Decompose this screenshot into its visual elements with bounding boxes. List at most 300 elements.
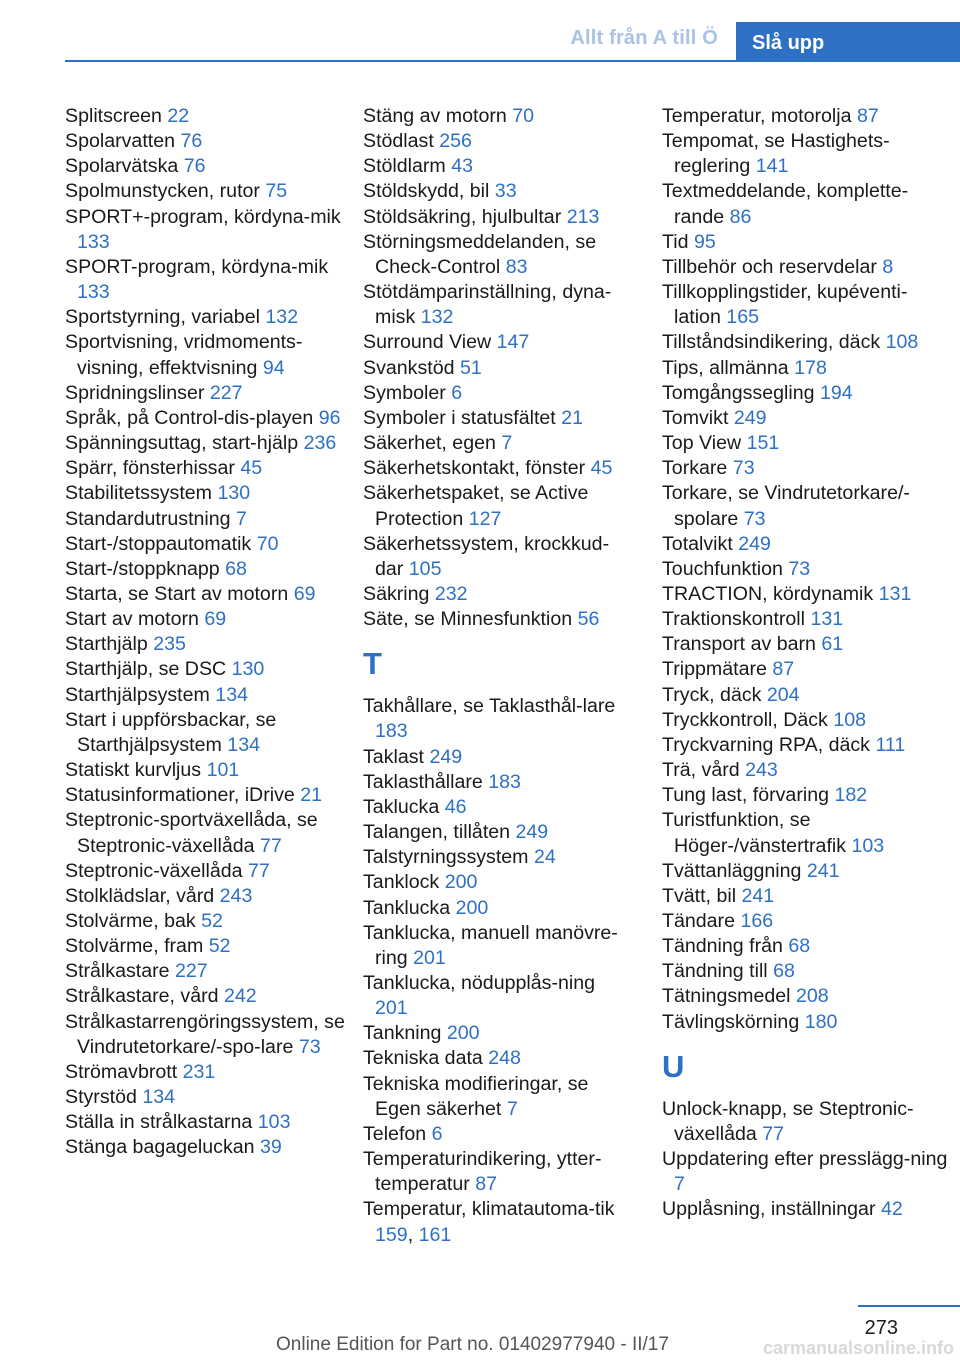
page-link[interactable]: 243 xyxy=(745,759,778,782)
page-link[interactable]: 159 xyxy=(375,1223,408,1246)
index-entry xyxy=(65,859,355,884)
page-link[interactable]: 46 xyxy=(444,795,467,818)
index-entry xyxy=(363,694,631,744)
index-entry xyxy=(363,1021,631,1046)
index-entry xyxy=(662,179,952,229)
index-term: Spärr, fönsterhissar xyxy=(65,457,235,480)
page-link[interactable]: 68 xyxy=(225,557,247,580)
index-entry xyxy=(363,745,631,770)
index-term: Tändning från xyxy=(662,935,783,958)
page-link[interactable]: 73 xyxy=(788,557,811,580)
index-term: Stänga bagageluckan xyxy=(65,1136,255,1159)
index-term: Start av motorn xyxy=(65,608,199,631)
page-link[interactable]: 76 xyxy=(180,130,203,153)
page-link[interactable]: 208 xyxy=(795,985,829,1008)
index-term: Totalvikt xyxy=(662,532,733,555)
index-term: Takhållare, se Taklasthål-lare xyxy=(363,695,616,718)
page-link[interactable]: 131 xyxy=(878,582,912,605)
index-term: Temperaturindikering, ytter-temperatur xyxy=(363,1148,602,1196)
index-term: Svankstöd xyxy=(363,356,455,379)
index-term: Språk, på Control-dis-playen xyxy=(65,406,314,429)
page-link[interactable]: 51 xyxy=(459,356,482,379)
index-term: Uppdatering efter presslägg-ning xyxy=(662,1148,948,1171)
page-link[interactable]: 7 xyxy=(506,1097,518,1120)
page-link[interactable]: 256 xyxy=(439,130,472,153)
index-entry xyxy=(662,280,952,330)
page-link[interactable]: 56 xyxy=(577,608,600,631)
index-term: Tekniska data xyxy=(363,1047,483,1070)
section-title: Allt från A till Ö xyxy=(570,27,718,49)
index-term: Starthjälp, se DSC xyxy=(65,658,227,681)
index-term: Säte, se Minnesfunktion xyxy=(363,608,573,631)
index-entry xyxy=(662,783,952,808)
index-term: Tryckkontroll, Däck xyxy=(662,708,828,731)
index-term: Säkerhet, egen xyxy=(363,432,496,455)
page-link[interactable]: 147 xyxy=(496,331,530,354)
index-entry xyxy=(65,1135,355,1160)
index-entry xyxy=(662,557,952,582)
index-term: Touchfunktion xyxy=(662,557,783,580)
index-column-2 xyxy=(363,104,631,1248)
index-entry xyxy=(363,129,631,154)
index-entry xyxy=(662,532,952,557)
page-link[interactable]: 76 xyxy=(183,155,206,178)
index-term: Stolvärme, bak xyxy=(65,910,196,932)
index-term: Tändare xyxy=(662,910,735,932)
page-link[interactable]: 201 xyxy=(375,997,408,1020)
index-entry xyxy=(65,808,355,858)
page-link[interactable]: 227 xyxy=(209,381,243,404)
index-term: Styrstöd xyxy=(65,1086,137,1109)
page-link[interactable]: 151 xyxy=(746,432,780,455)
index-entry xyxy=(363,795,631,820)
index-entry xyxy=(65,758,355,783)
index-entry xyxy=(65,783,355,808)
index-term: Talstyrningssystem xyxy=(363,846,529,869)
page-link[interactable]: 249 xyxy=(429,745,463,768)
index-entry xyxy=(363,280,631,330)
page-link[interactable]: 45 xyxy=(240,457,263,480)
index-term: Stolklädslar, vård xyxy=(65,884,215,907)
page-link[interactable]: 52 xyxy=(208,935,231,958)
page-link[interactable]: 69 xyxy=(293,582,316,605)
page-link[interactable]: 77 xyxy=(762,1122,785,1145)
page-link[interactable]: 200 xyxy=(455,896,489,919)
index-term: Steptronic-sportväxellåda, se Steptronic-växellåda xyxy=(65,809,318,857)
page-link[interactable]: 249 xyxy=(733,406,767,429)
index-term: Spolarvatten xyxy=(65,130,176,153)
index-term: Säkerhetskontakt, fönster xyxy=(363,457,586,480)
page-link[interactable]: 200 xyxy=(446,1022,480,1045)
index-term: Unlock-knapp, se Steptronic-växellåda xyxy=(662,1097,914,1145)
index-entry xyxy=(662,1197,952,1222)
index-entry xyxy=(363,481,631,531)
page-link[interactable]: 243 xyxy=(219,884,253,907)
page-link[interactable]: 94 xyxy=(262,356,285,379)
page-link[interactable]: 39 xyxy=(260,1136,282,1159)
index-entry xyxy=(662,607,952,632)
index-entry xyxy=(363,770,631,795)
page-link[interactable]: 134 xyxy=(142,1086,176,1109)
index-entry xyxy=(363,456,631,481)
index-entry xyxy=(662,1147,952,1197)
page-number: 273 xyxy=(864,1317,898,1339)
index-entry xyxy=(662,733,952,758)
page-link[interactable]: 103 xyxy=(257,1111,291,1134)
index-entry xyxy=(363,104,631,129)
page-link[interactable]: 232 xyxy=(434,582,468,605)
index-entry xyxy=(363,971,631,1021)
index-term: Trä, vård xyxy=(662,759,740,782)
page-link[interactable]: 7 xyxy=(501,432,513,455)
index-entry xyxy=(363,820,631,845)
index-term: Statusinformationer, iDrive xyxy=(65,784,295,807)
index-entry xyxy=(363,921,631,971)
index-entry xyxy=(65,154,355,179)
index-term: Tillståndsindikering, däck xyxy=(662,331,881,354)
page-link[interactable]: 235 xyxy=(153,633,186,656)
page-link[interactable]: 242 xyxy=(224,985,257,1008)
page-link[interactable]: 134 xyxy=(215,683,248,706)
index-term: Standardutrustning xyxy=(65,507,231,530)
page-link[interactable]: 101 xyxy=(206,759,240,782)
index-term: Tillkopplingstider, kupéventi-lation xyxy=(662,281,908,329)
index-entry xyxy=(65,330,355,380)
page-link[interactable]: 7 xyxy=(674,1173,685,1196)
index-entry xyxy=(363,607,631,632)
index-entry xyxy=(65,431,355,456)
index-entry xyxy=(363,870,631,895)
index-entry xyxy=(662,909,952,934)
index-entry xyxy=(65,456,355,481)
page-link[interactable]: 73 xyxy=(732,457,755,480)
index-term: Tomgångssegling xyxy=(662,381,815,404)
index-term: Start-/stoppknapp xyxy=(65,557,220,580)
page-link[interactable]: 130 xyxy=(231,658,265,681)
page-link[interactable]: 231 xyxy=(182,1060,216,1083)
page-link[interactable]: 61 xyxy=(821,633,844,656)
index-term: Surround View xyxy=(363,331,492,354)
index-term: Transport av barn xyxy=(662,633,816,656)
index-entry xyxy=(363,381,631,406)
index-term: Turistfunktion, se Höger-/vänstertrafik xyxy=(662,809,847,857)
page-link[interactable]: 166 xyxy=(740,910,774,932)
page-link[interactable]: 77 xyxy=(247,859,270,882)
page-link[interactable]: 134 xyxy=(227,733,260,756)
index-term: Start-/stoppautomatik xyxy=(65,532,252,555)
page-link[interactable]: 241 xyxy=(806,859,840,882)
index-entry xyxy=(65,884,355,909)
page-link[interactable]: 180 xyxy=(804,1010,838,1033)
index-entry xyxy=(65,934,355,959)
index-letter-heading: U xyxy=(662,1048,685,1084)
index-entry xyxy=(65,959,355,984)
footer-rule xyxy=(858,1305,960,1307)
index-term: Sportstyrning, variabel xyxy=(65,306,260,329)
index-entry xyxy=(65,607,355,632)
page-link[interactable]: 33 xyxy=(494,180,517,203)
page-link[interactable]: 111 xyxy=(875,733,906,756)
index-term: Taklast xyxy=(363,745,424,768)
page-link[interactable]: 132 xyxy=(420,306,454,329)
index-term: Temperatur, klimatautoma-tik xyxy=(363,1198,615,1221)
index-entry xyxy=(662,431,952,456)
page-link[interactable]: 52 xyxy=(201,910,223,932)
page-link[interactable]: 6 xyxy=(431,1122,443,1145)
page-link[interactable]: 87 xyxy=(772,658,795,681)
index-entry xyxy=(662,1010,952,1035)
index-entry xyxy=(363,205,631,230)
index-term: Top View xyxy=(662,432,742,455)
index-entry xyxy=(65,129,355,154)
page-link[interactable]: 87 xyxy=(856,105,879,127)
page-link[interactable]: 127 xyxy=(468,507,502,530)
index-term: Starthjälpsystem xyxy=(65,683,210,706)
index-term: Tekniska modifieringar, se Egen säkerhet xyxy=(363,1072,589,1120)
index-entry xyxy=(363,330,631,355)
edition-note: Online Edition for Part no. 01402977940 - II/17 xyxy=(276,1334,669,1355)
page-link[interactable]: 103 xyxy=(851,834,885,857)
index-entry xyxy=(662,104,952,129)
index-entry xyxy=(65,984,355,1009)
index-term: Stäng av motorn xyxy=(363,105,507,127)
page-link[interactable]: 204 xyxy=(766,683,800,706)
index-term: Upplåsning, inställningar xyxy=(662,1198,876,1221)
index-term: Strålkastarrengöringssystem, se Vindrutetorkare/-spo-lare xyxy=(65,1010,345,1058)
page-link[interactable]: 7 xyxy=(236,507,247,530)
page-link[interactable]: 73 xyxy=(743,507,766,530)
index-entry xyxy=(65,1085,355,1110)
index-entry xyxy=(662,481,952,531)
page-link[interactable]: 132 xyxy=(265,306,299,329)
index-term: Stolvärme, fram xyxy=(65,935,204,958)
index-term: Taklucka xyxy=(363,795,440,818)
page-link[interactable]: 70 xyxy=(256,532,279,555)
page-link[interactable]: 21 xyxy=(300,784,323,807)
index-entry xyxy=(363,431,631,456)
index-term: Temperatur, motorolja xyxy=(662,105,852,127)
page-link[interactable]: 161 xyxy=(418,1223,452,1246)
index-term: Strålkastare, vård xyxy=(65,985,219,1008)
page-link[interactable]: 183 xyxy=(375,720,408,743)
index-entry xyxy=(65,179,355,204)
page-link[interactable]: 108 xyxy=(833,708,867,731)
index-entry xyxy=(65,557,355,582)
index-column-1 xyxy=(65,104,355,1161)
index-entry xyxy=(363,356,631,381)
index-entry xyxy=(662,406,952,431)
index-term: Splitscreen xyxy=(65,105,162,127)
watermark: carmanualsonline.info xyxy=(762,1338,954,1358)
index-entry xyxy=(662,758,952,783)
page-link[interactable]: 69 xyxy=(204,608,227,631)
page-link[interactable]: 133 xyxy=(77,281,110,304)
index-term: SPORT-program, kördyna-mik xyxy=(65,255,329,278)
index-term: Starta, se Start av motorn xyxy=(65,582,289,605)
index-entry xyxy=(65,532,355,557)
index-entry xyxy=(363,406,631,431)
index-entry xyxy=(363,1046,631,1071)
page-link[interactable]: 95 xyxy=(693,230,716,253)
index-entry xyxy=(65,683,355,708)
index-term: Säkerhetssystem, krockkud-dar xyxy=(363,532,610,580)
page-link[interactable]: 6 xyxy=(451,381,463,404)
index-entry xyxy=(363,532,631,582)
page-link[interactable]: 194 xyxy=(819,381,853,404)
page-link[interactable]: 227 xyxy=(175,960,208,983)
page-link[interactable]: 68 xyxy=(773,960,795,983)
page-link[interactable]: 75 xyxy=(265,180,288,203)
lookup-tab[interactable]: Slå upp xyxy=(736,22,960,62)
page-link[interactable]: 236 xyxy=(303,432,337,455)
index-entry xyxy=(662,129,952,179)
index-entry xyxy=(65,1010,355,1060)
index-entry xyxy=(65,481,355,506)
index-entry xyxy=(662,683,952,708)
page-link[interactable]: 131 xyxy=(810,608,844,631)
index-term: Spolarvätska xyxy=(65,155,179,178)
index-term: Strålkastare xyxy=(65,960,170,983)
page-link[interactable]: 45 xyxy=(590,457,613,480)
index-term: Steptronic-växellåda xyxy=(65,859,243,882)
index-term: Stöldlarm xyxy=(363,155,446,178)
index-term: Tätningsmedel xyxy=(662,985,791,1008)
index-entry xyxy=(65,104,355,129)
index-term: Tändning till xyxy=(662,960,768,983)
index-term: TRACTION, kördynamik xyxy=(662,582,874,605)
index-entry xyxy=(662,934,952,959)
index-entry xyxy=(662,330,952,355)
index-entry xyxy=(65,305,355,330)
page-link[interactable]: 77 xyxy=(259,834,282,857)
index-term: Textmeddelande, komplette-rande xyxy=(662,180,909,228)
index-term: Ställa in strålkastarna xyxy=(65,1111,253,1134)
index-entry xyxy=(662,356,952,381)
page-link[interactable]: 96 xyxy=(318,406,341,429)
page-link[interactable]: 248 xyxy=(488,1047,521,1070)
page-link[interactable]: 213 xyxy=(566,205,600,228)
page-link[interactable]: 87 xyxy=(475,1173,497,1196)
page-link[interactable]: 249 xyxy=(515,821,549,844)
index-entry xyxy=(662,808,952,858)
index-entry xyxy=(65,381,355,406)
page-link[interactable]: 183 xyxy=(488,770,521,793)
page-link[interactable]: 105 xyxy=(408,557,442,580)
index-term: Torkare, se Vindrutetorkare/-spolare xyxy=(662,482,910,530)
index-entry xyxy=(363,1122,631,1147)
index-entry xyxy=(65,1110,355,1135)
index-term: Tryck, däck xyxy=(662,683,762,706)
index-term: Störningsmeddelanden, se Check-Control xyxy=(363,230,597,278)
index-entry xyxy=(363,154,631,179)
index-term: Telefon xyxy=(363,1122,427,1145)
index-entry: Temperatur, klimatautoma-tik 159, 161 xyxy=(363,1198,615,1246)
index-term: Spänningsuttag, start-hjälp xyxy=(65,432,299,455)
index-entry xyxy=(662,456,952,481)
index-term: Tävlingskörning xyxy=(662,1010,800,1033)
index-entry xyxy=(65,507,355,532)
index-entry xyxy=(65,708,355,758)
page-link[interactable]: 73 xyxy=(298,1035,321,1058)
index-entry xyxy=(662,1097,952,1147)
index-term: Talangen, tillåten xyxy=(363,821,511,844)
index-term: Stötdämparinställning, dyna-misk xyxy=(363,281,612,329)
index-term: Tung last, förvaring xyxy=(662,784,829,807)
page-link[interactable]: 22 xyxy=(167,105,190,127)
index-entry xyxy=(65,909,355,934)
index-entry xyxy=(662,381,952,406)
page-link[interactable]: 130 xyxy=(217,482,251,505)
index-entry xyxy=(662,859,952,884)
index-term: Säkerhetspaket, se Active Protection xyxy=(363,482,589,530)
index-entry xyxy=(363,845,631,870)
page-link[interactable]: 42 xyxy=(880,1198,903,1221)
page-link[interactable]: 241 xyxy=(741,884,775,907)
index-term: Tomvikt xyxy=(662,406,729,429)
index-entry xyxy=(363,230,631,280)
index-term: Tempomat, se Hastighets-reglering xyxy=(662,130,890,178)
page-link[interactable]: 83 xyxy=(505,255,528,278)
page-link[interactable]: 141 xyxy=(755,155,789,178)
page-link[interactable]: 8 xyxy=(882,255,894,278)
page-link[interactable]: 182 xyxy=(834,784,868,807)
page-link[interactable]: 200 xyxy=(444,871,478,894)
index-entry xyxy=(363,1072,631,1122)
page-link[interactable]: 43 xyxy=(451,155,474,178)
index-term: Traktionskontroll xyxy=(662,608,806,631)
index-entry xyxy=(662,959,952,984)
index-term: Symboler i statusfältet xyxy=(363,406,556,429)
index-term: Statiskt kurvljus xyxy=(65,759,202,782)
index-term: Start i uppförsbackar, se Starthjälpsystem xyxy=(65,708,277,756)
index-term: Tankning xyxy=(363,1022,442,1045)
index-entry xyxy=(65,657,355,682)
index-entry xyxy=(662,632,952,657)
index-term: Spolmunstycken, rutor xyxy=(65,180,260,203)
index-term: Symboler xyxy=(363,381,446,404)
index-term: Tillbehör och reservdelar xyxy=(662,255,877,278)
index-term: Stöldskydd, bil xyxy=(363,180,490,203)
page-link[interactable]: 178 xyxy=(794,356,827,379)
page-link[interactable]: 70 xyxy=(512,105,535,127)
page-link[interactable]: 133 xyxy=(77,230,110,253)
page-link[interactable]: 201 xyxy=(413,946,446,969)
page-link[interactable]: 249 xyxy=(738,532,771,555)
index-term: Tanklucka xyxy=(363,896,451,919)
index-term: Tvätt, bil xyxy=(662,884,737,907)
page-link[interactable]: 24 xyxy=(533,846,556,869)
index-term: Tanklucka, manuell manövre-ring xyxy=(363,921,618,969)
index-entry xyxy=(65,1060,355,1085)
index-term: Tanklucka, nödupplås-ning xyxy=(363,972,596,994)
index-entry xyxy=(65,205,355,255)
index-term: Starthjälp xyxy=(65,633,148,656)
index-entry xyxy=(65,255,355,305)
index-term: Taklasthållare xyxy=(363,770,483,793)
page-link[interactable]: 108 xyxy=(885,331,919,354)
index-entry xyxy=(662,984,952,1009)
index-entry xyxy=(363,179,631,204)
index-entry xyxy=(662,708,952,733)
page-link[interactable]: 68 xyxy=(788,935,811,958)
index-term: Tvättanläggning xyxy=(662,859,802,882)
page-link[interactable]: 86 xyxy=(729,205,752,228)
page-link[interactable]: 165 xyxy=(726,306,759,329)
index-entry xyxy=(662,582,952,607)
index-entry xyxy=(662,657,952,682)
page-link[interactable]: 21 xyxy=(561,406,584,429)
index-term: Tid xyxy=(662,230,689,253)
